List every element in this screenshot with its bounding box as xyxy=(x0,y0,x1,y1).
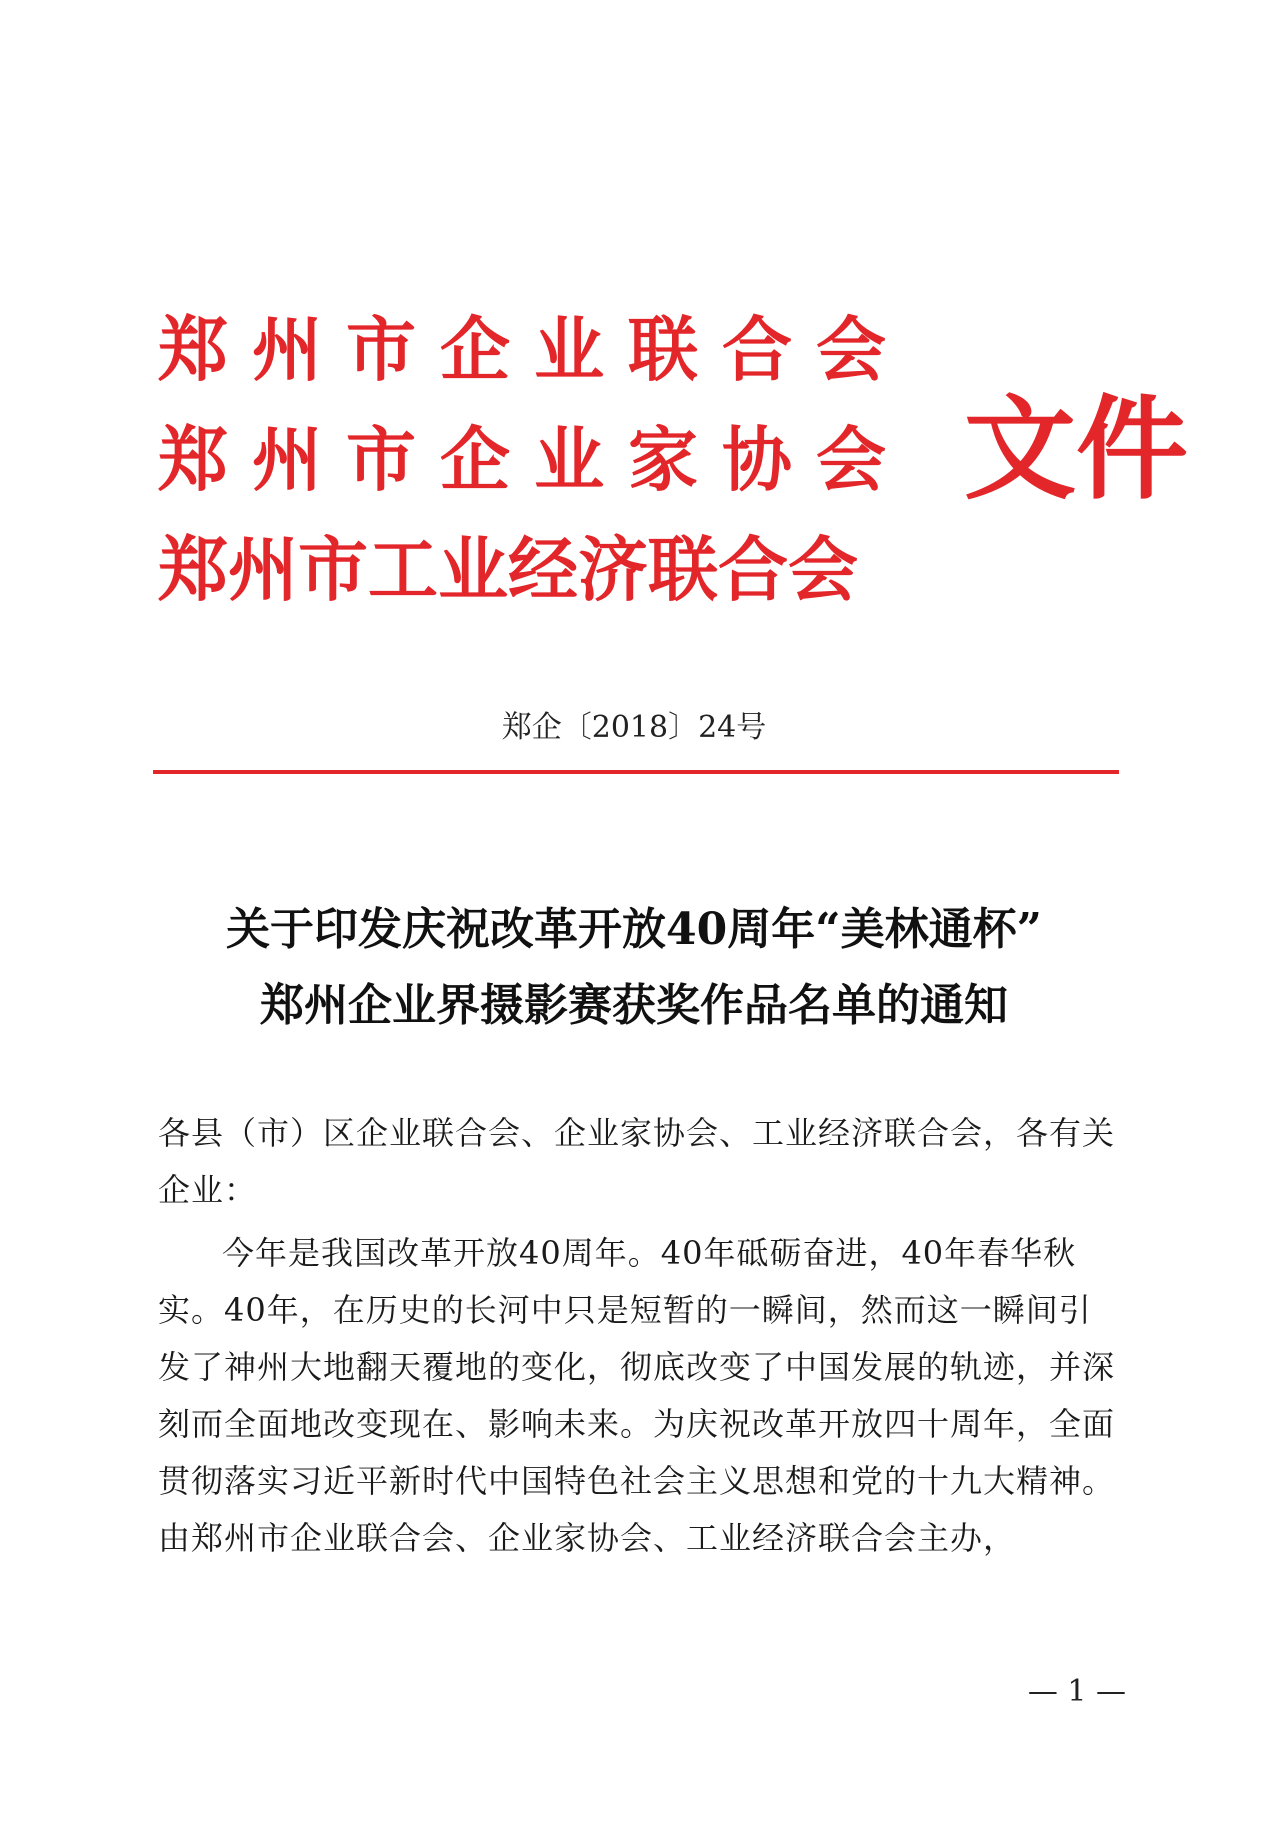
document-number: 郑企〔2018〕24号 xyxy=(501,710,767,745)
salutation: 各县（市）区企业联合会、企业家协会、工业经济联合会，各有关企业： xyxy=(158,1114,1116,1209)
issuer-line-2: 郑州市企业家协会 xyxy=(158,419,910,501)
issuer-line-3: 郑州市工业经济联合会 xyxy=(158,529,858,611)
issuer-line-1: 郑州市企业联合会 xyxy=(158,309,910,391)
title-line-1: 关于印发庆祝改革开放40周年“美林通杯” xyxy=(226,904,1042,955)
page-number: — 1 — xyxy=(1027,1674,1126,1709)
red-divider xyxy=(153,770,1119,774)
document-type-label: 文件 xyxy=(964,385,1188,515)
title-line-2: 郑州企业界摄影赛获奖作品名单的通知 xyxy=(260,980,1008,1031)
body-paragraph: 今年是我国改革开放40周年。40年砥砺奋进，40年春华秋实。40年，在历史的长河中只是短暂的一瞬间，然而这一瞬间引发了神州大地翻天覆地的变化，彻底改变了中国发展的轨迹，并深刻而全面地改变现在、影响未来。为庆祝改革开放四十周年，全面贯彻落实习近平新时代中国特色社会主义思想和党的十九大精神。由郑州市企业联合会、企业家协会、工业经济联合会主办， xyxy=(158,1234,1116,1557)
